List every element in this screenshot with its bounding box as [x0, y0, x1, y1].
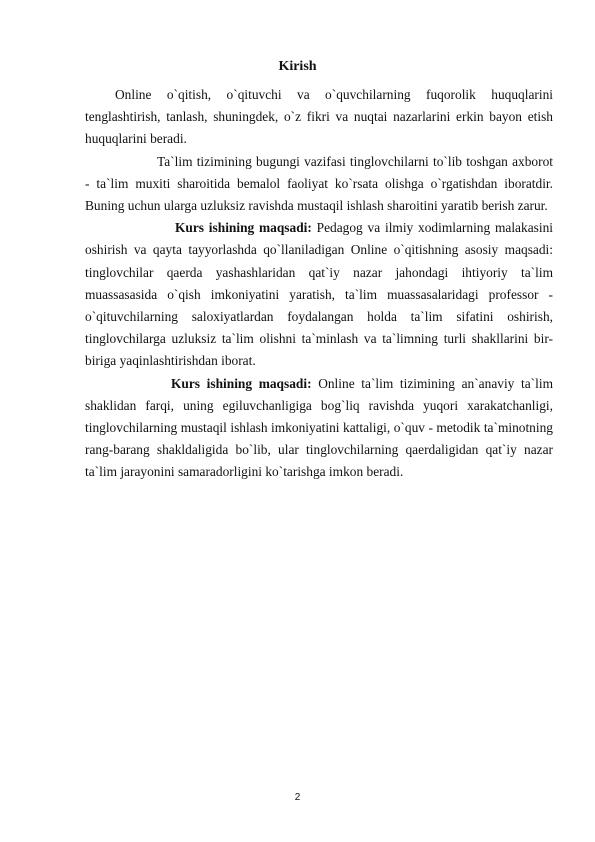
- page-number: 2: [294, 792, 301, 803]
- paragraph-3: [85, 217, 553, 372]
- paragraph-3-text: Pedagog va ilmiy xodimlarning malakasini oshirish va qayta tayyorlashda qo`llaniladigan Online o`qitishning asosiy maqsadi: tinglovchilar qaerda yashashlaridan qat`iy nazar jahondagi ihtiyoriy ta`lim muassasasida o`qish imkoniyatini yaratish, ta`lim muassasalaridagi professor - o`qituvchilarning saloxiyatlardan foydalangan holda ta`lim sifatini oshirish, tinglovchilarga uzluksiz ta`lim olishni ta`minlash va ta`limning turli shakllarini bir-biriga yaqinlashtirishdan iborat.: [85, 220, 553, 369]
- section-title: Kirish: [278, 59, 317, 74]
- paragraph-4-lead: Kurs ishining maqsadi:: [171, 375, 312, 391]
- body-text: [85, 84, 553, 484]
- paragraph-1-text: Online o`qitish, o`qituvchi va o`quvchilarning fuqorolik huquqlarini tenglashtirish, tanlash, shuningdek, o`z fikri va nuqtai nazarlarini erkin bayon etish huquqlarini beradi.: [85, 87, 553, 147]
- paragraph-2-text: Ta`lim tizimining bugungi vazifasi tinglovchilarni to`lib toshgan axborot - ta`lim muxiti sharoitida bemalol faoliyat ko`rsata olishga o`rgatishdan iboratdir. Buning uchun ularga uzluksiz ravishda mustaqil ishlash sharoitini yaratib berish zarur.: [85, 153, 553, 214]
- paragraph-4-text: Online ta`lim tizimining an`anaviy ta`lim shaklidan farqi, uning egiluvchanligiga bog`liq ravishda yuqori xarakatchanligi, tinglovchilarning mustaqil ishlash imkoniyatini kattaligi, o`quv - metodik ta`minotning rang-barang shakldaligida bo`lib, ular tinglovchilarning qaerdaligidan qat`iy nazar ta`lim jarayonini samaradorligini ko`tarishga imkon beradi.: [85, 375, 553, 480]
- paragraph-4: [85, 373, 553, 484]
- paragraph-3-lead: Kurs ishining maqsadi:: [175, 220, 312, 236]
- paragraph-2: [85, 151, 553, 218]
- paragraph-1: [85, 84, 553, 151]
